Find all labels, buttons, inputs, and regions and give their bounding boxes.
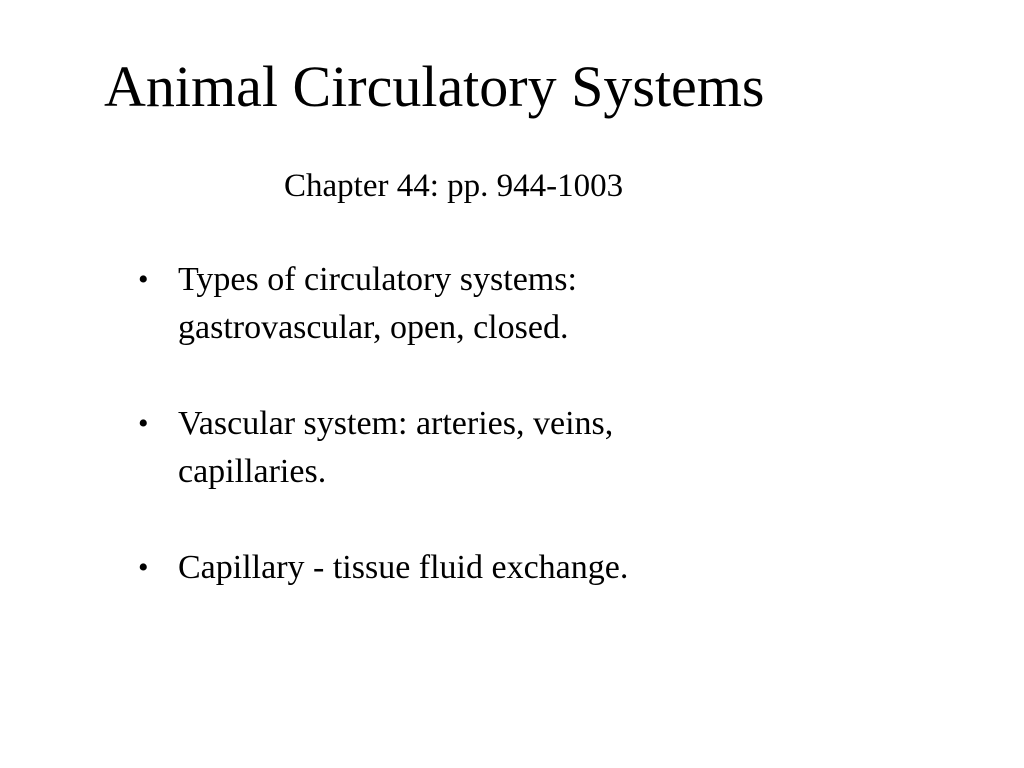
- bullet-line: Vascular system: arteries, veins,: [178, 405, 614, 442]
- slide-title: Animal Circulatory Systems: [104, 54, 765, 119]
- slide-subtitle: Chapter 44: pp. 944-1003: [284, 168, 624, 204]
- bullet-line: Types of circulatory systems:: [178, 261, 577, 298]
- bullet-icon: •: [138, 263, 149, 296]
- bullet-text: [178, 400, 738, 496]
- bullet-line: capillaries.: [178, 453, 327, 490]
- bullet-text: [178, 544, 738, 592]
- bullet-icon: •: [138, 551, 149, 584]
- bullet-line: Capillary - tissue fluid exchange.: [178, 549, 629, 586]
- bullet-icon: •: [138, 407, 149, 440]
- bullet-line: gastrovascular, open, closed.: [178, 309, 569, 346]
- bullet-text: [178, 256, 738, 352]
